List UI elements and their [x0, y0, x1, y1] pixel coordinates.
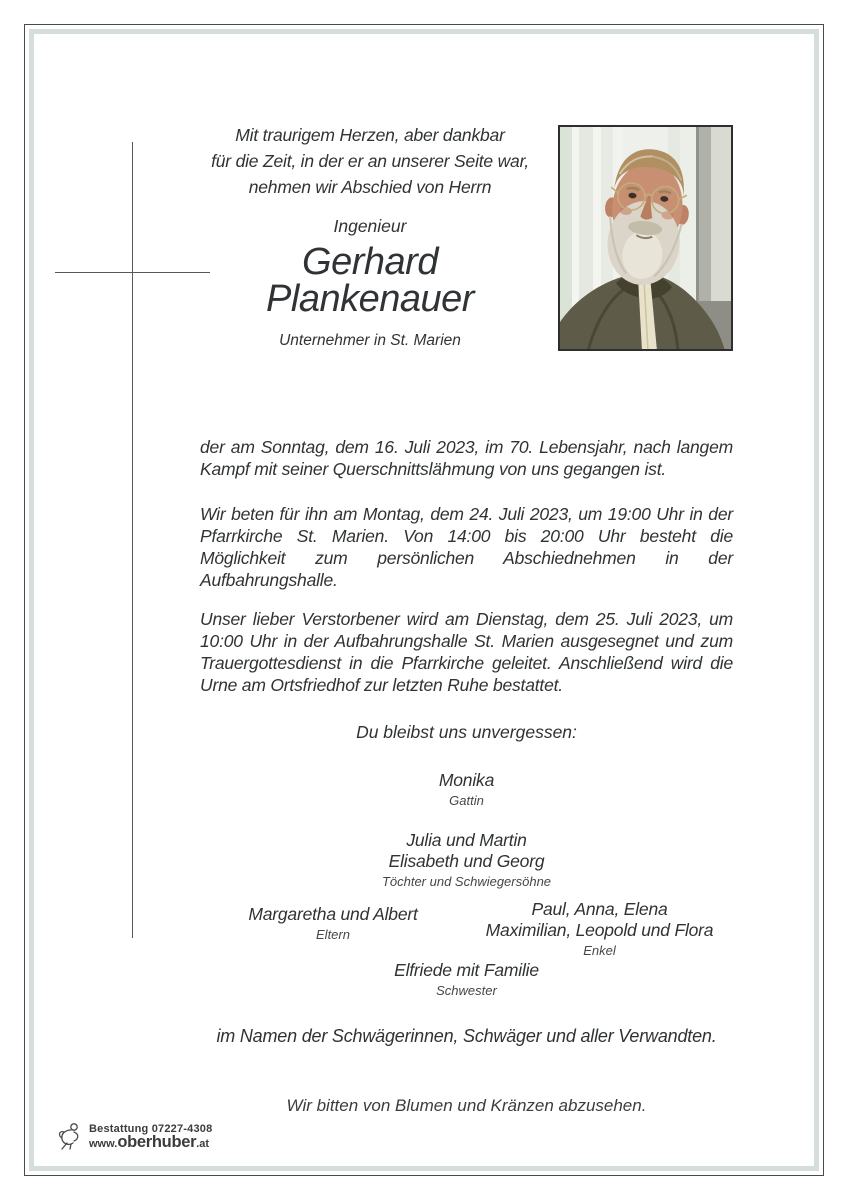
opening-text — [198, 122, 542, 200]
deceased-title: Ingenieur — [333, 216, 407, 236]
mourner-names: Monika — [438, 770, 495, 790]
deceased-subtitle: Unternehmer in St. Marien — [279, 332, 461, 349]
angel-icon — [56, 1120, 86, 1152]
funeral-home-logo — [56, 1120, 212, 1152]
opening-line: Mit traurigem Herzen, aber dankbar — [235, 125, 505, 145]
opening-line: für die Zeit, in der er an unserer Seite war, — [211, 151, 529, 171]
closing-line: im Namen der Schwägerinnen, Schwäger und aller Verwandten. — [216, 1026, 717, 1046]
mourner-names: Margaretha und Albert — [248, 904, 418, 924]
mourner-names: Maximilian, Leopold und Flora — [485, 920, 714, 940]
funeral-home-text — [89, 1123, 212, 1150]
mourner-relation: Gattin — [449, 793, 484, 808]
mourner-group-sister — [200, 960, 733, 999]
mourner-names: Paul, Anna, Elena — [531, 899, 668, 919]
mourner-relation: Enkel — [583, 943, 616, 958]
mourner-names: Elisabeth und Georg — [388, 851, 545, 871]
mourner-group-spouse — [200, 770, 733, 809]
announcement-paragraph: der am Sonntag, dem 16. Juli 2023, im 70. Lebensjahr, nach langem Kampf mit seiner Querschnittslähmung von uns gegangen ist. — [200, 436, 733, 479]
mourner-group-parents — [200, 904, 466, 943]
portrait-photo — [558, 125, 733, 351]
funeral-home-url: www.oberhuber.at — [89, 1132, 210, 1151]
cross-vertical-line — [132, 142, 133, 938]
mourner-group-daughters — [200, 830, 733, 890]
flowers-note: Wir bitten von Blumen und Kränzen abzusehen. — [286, 1096, 647, 1115]
deceased-name — [178, 241, 562, 320]
elderly-man-portrait — [558, 125, 733, 351]
deceased-last-name: Plankenauer — [266, 278, 474, 320]
opening-line: nehmen wir Abschied von Herrn — [248, 177, 492, 197]
mourner-relation: Eltern — [316, 927, 350, 942]
mourner-names: Elfriede mit Familie — [394, 960, 539, 980]
remembrance-heading: Du bleibst uns unvergessen: — [356, 722, 577, 742]
funeral-paragraph: Unser lieber Verstorbener wird am Dienstag, dem 25. Juli 2023, um 10:00 Uhr in der Aufbahrungshalle St. Marien ausgesegnet und zum Trauergottesdienst in die Pfarrkirche geleitet. Anschließend wird die Urne am Ortsfriedhof zur letzten Ruhe bestattet. — [200, 608, 733, 695]
mourner-names: Julia und Martin — [406, 830, 527, 850]
deceased-first-name: Gerhard — [302, 241, 438, 283]
mourner-relation: Schwester — [436, 983, 497, 998]
mourner-relation: Töchter und Schwiegersöhne — [381, 874, 552, 889]
funeral-home-phone-line: Bestattung 07227-4308 — [89, 1122, 213, 1135]
mourner-group-grandchildren — [466, 899, 733, 959]
prayer-paragraph: Wir beten für ihn am Montag, dem 24. Juli 2023, um 19:00 Uhr in der Pfarrkirche St. Marien. Von 14:00 bis 20:00 Uhr besteht die Möglichkeit zum persönlichen Abschiednehmen in der Aufbahrungshalle. — [200, 503, 733, 590]
